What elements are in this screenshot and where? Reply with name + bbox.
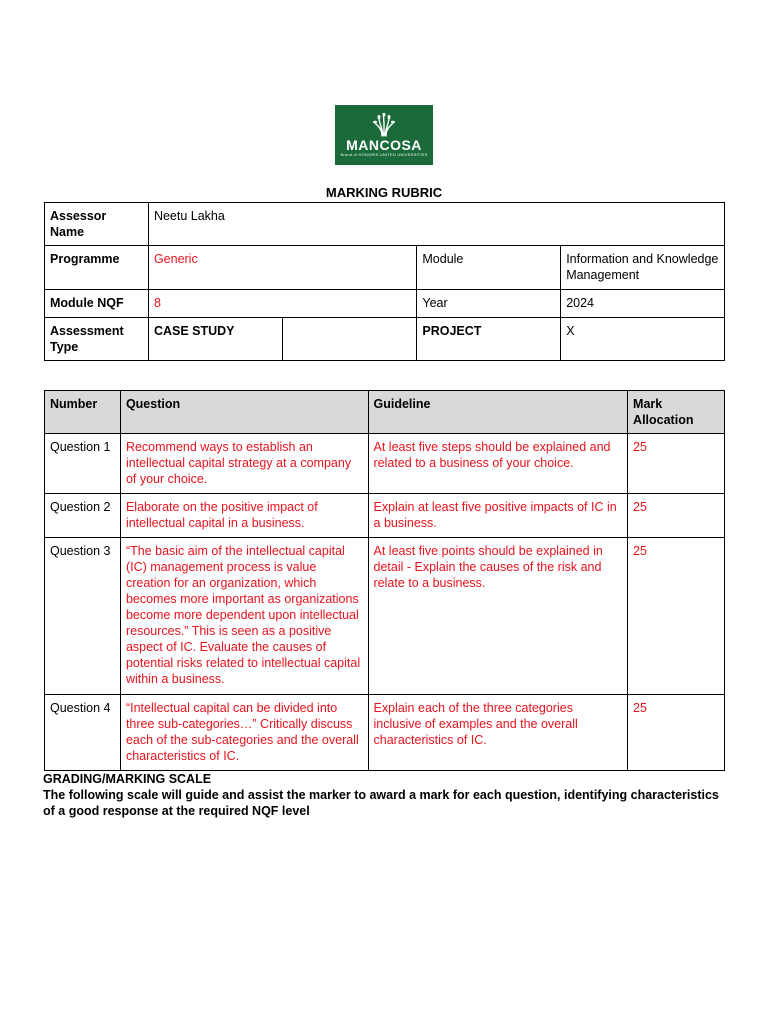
project-mark: X <box>561 318 725 361</box>
grading-scale-text: The following scale will guide and assist the marker to award a mark for each question, identifying characteristics of a good response at the required NQF level <box>43 788 719 818</box>
grading-scale <box>43 771 733 819</box>
page-title: MARKING RUBRIC <box>325 185 443 200</box>
case-study-mark <box>282 318 417 361</box>
row-guideline: Explain each of the three categories inclusive of examples and the overall characteristics of IC. <box>368 695 628 771</box>
case-study-label: CASE STUDY <box>148 318 282 361</box>
year-label: Year <box>417 290 561 318</box>
logo-wordmark: MANCOSA <box>346 137 422 153</box>
row-question: “The basic aim of the intellectual capital (IC) management process is value creation for an organization, which becomes more important as organizations become more dependent upon intellectual resources.” This is seen as a positive aspect of IC. Evaluate the causes of potential risks related to intellectual capital within a business. <box>120 538 368 695</box>
year-value: 2024 <box>561 290 725 318</box>
row-question: “Intellectual capital can be divided into three sub-categories…” Critically discuss each of the sub-categories and the overall characteristics of IC. <box>120 695 368 771</box>
table-row <box>45 538 725 695</box>
row-guideline: At least five steps should be explained and related to a business of your choice. <box>368 434 628 494</box>
row-number: Question 1 <box>45 434 121 494</box>
header-guideline: Guideline <box>368 391 628 434</box>
header-number: Number <box>45 391 121 434</box>
assessor-label: Assessor Name <box>45 203 149 246</box>
nqf-label: Module NQF <box>45 290 149 318</box>
row-mark: 25 <box>628 494 725 538</box>
rubric-table <box>44 390 725 771</box>
grading-scale-heading: GRADING/MARKING SCALE <box>43 772 212 786</box>
table-row <box>45 434 725 494</box>
header-question: Question <box>120 391 368 434</box>
table-row <box>45 494 725 538</box>
mancosa-logo <box>335 105 433 165</box>
header-mark: Mark Allocation <box>628 391 725 434</box>
table-row <box>45 695 725 771</box>
row-number: Question 2 <box>45 494 121 538</box>
programme-label: Programme <box>45 246 149 290</box>
assessor-value: Neetu Lakha <box>148 203 724 246</box>
row-mark: 25 <box>628 434 725 494</box>
module-value: Information and Knowledge Management <box>561 246 725 290</box>
module-label: Module <box>417 246 561 290</box>
row-question: Elaborate on the positive impact of intellectual capital in a business. <box>120 494 368 538</box>
nqf-value: 8 <box>148 290 416 318</box>
tree-emblem-icon <box>371 113 397 137</box>
row-number: Question 3 <box>45 538 121 695</box>
row-question: Recommend ways to establish an intellectual capital strategy at a company of your choice. <box>120 434 368 494</box>
project-label: PROJECT <box>417 318 561 361</box>
logo-tagline: Brand of HONORIS UNITED UNIVERSITIES <box>340 152 428 157</box>
row-guideline: Explain at least five positive impacts of IC in a business. <box>368 494 628 538</box>
row-mark: 25 <box>628 695 725 771</box>
row-guideline: At least five points should be explained in detail - Explain the causes of the risk and relate to a business. <box>368 538 628 695</box>
assessment-type-label: Assessment Type <box>45 318 149 361</box>
row-number: Question 4 <box>45 695 121 771</box>
assessment-info-table <box>44 202 725 361</box>
row-mark: 25 <box>628 538 725 695</box>
programme-value: Generic <box>148 246 416 290</box>
